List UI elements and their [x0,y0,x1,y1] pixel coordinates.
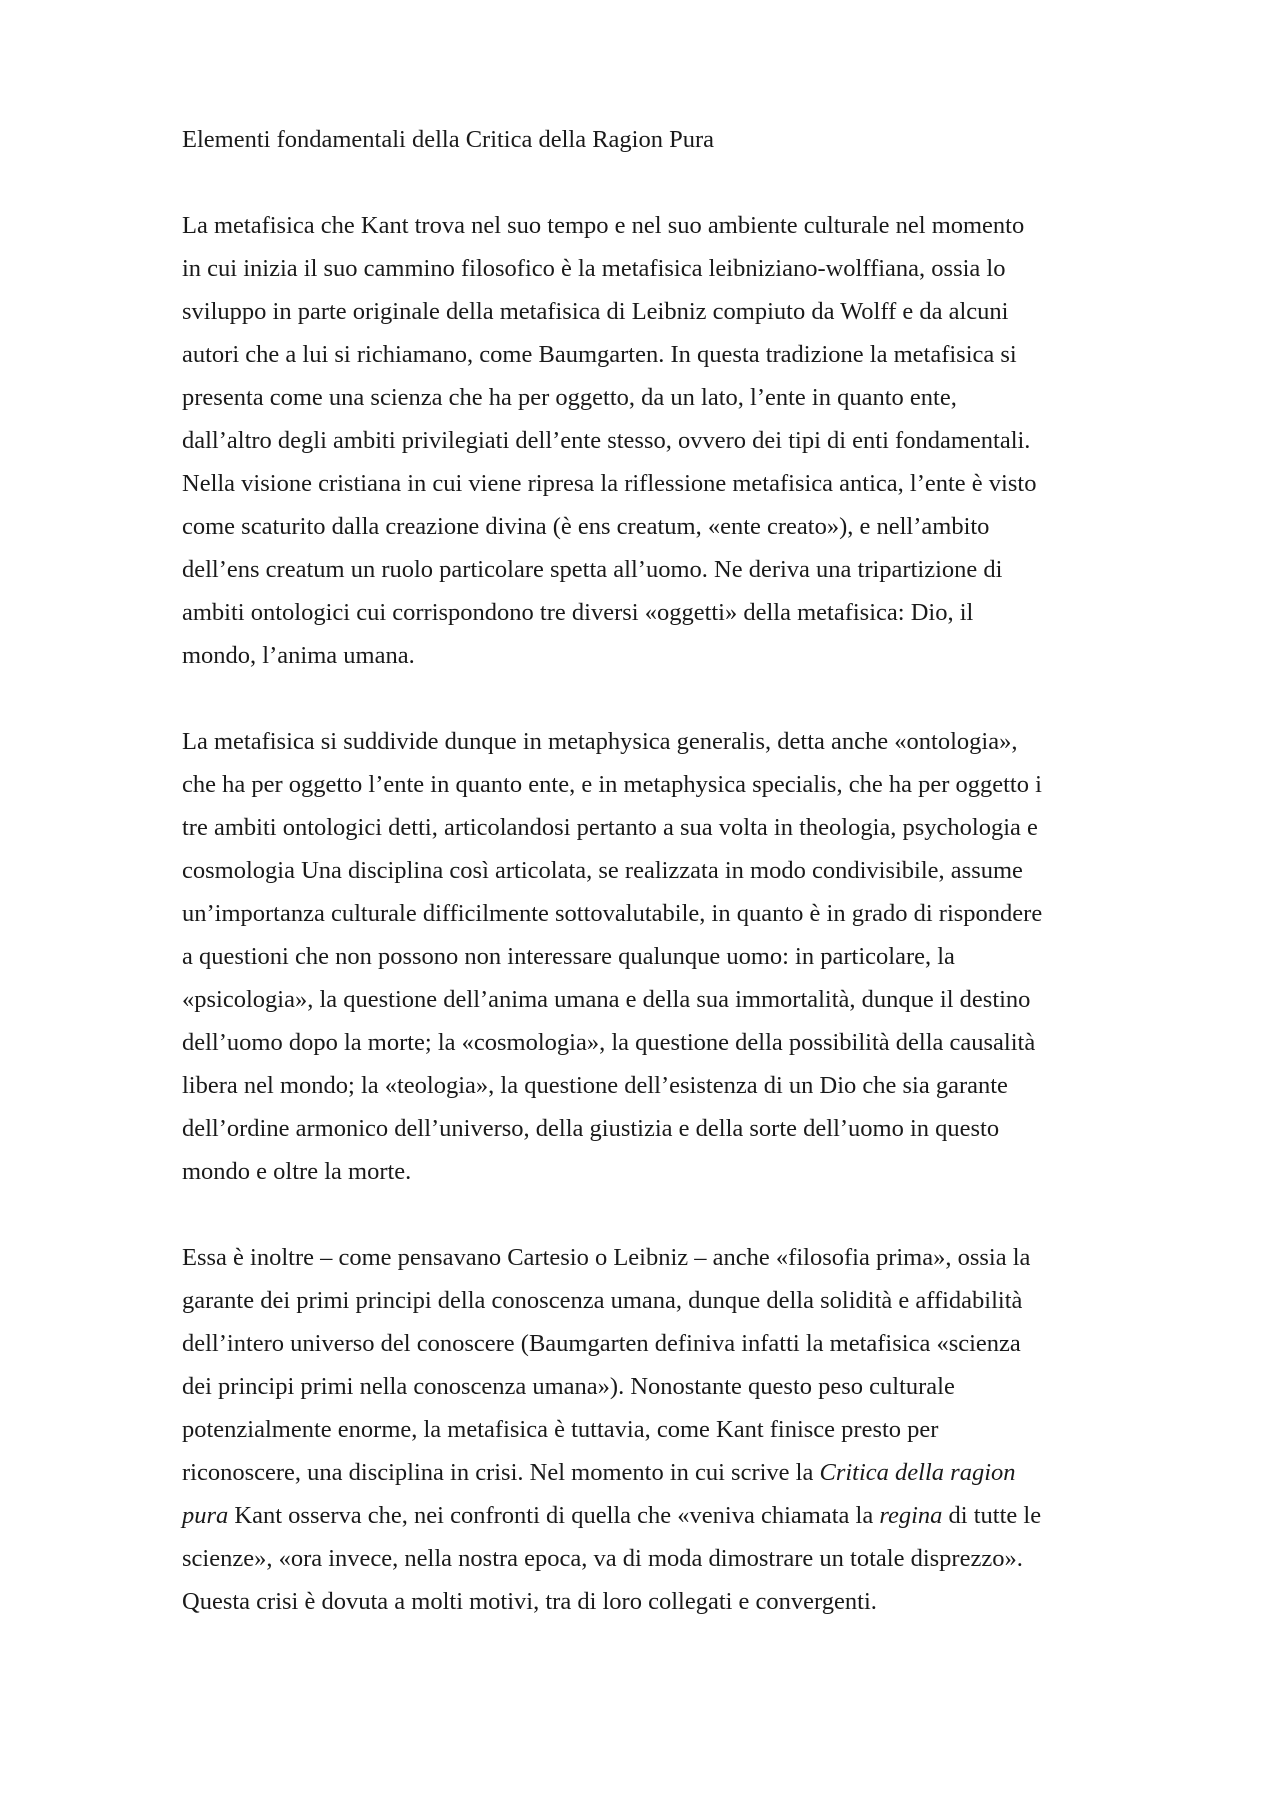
italic-title-critica: Critica della ragion [819,1459,1016,1486]
text-line: dell’ens creatum un ruolo particolare spetta all’uomo. Ne deriva una tripartizione di [182,556,1003,583]
text-line: ambiti ontologici cui corrispondono tre diversi «oggetti» della metafisica: Dio, il [182,599,974,626]
text-line: Questa crisi è dovuta a molti motivi, tra di loro collegati e convergenti. [182,1588,877,1615]
text-line: un’importanza culturale difficilmente sottovalutabile, in quanto è in grado di rispondere [182,900,1043,927]
document-title: Elementi fondamentali della Critica della Ragion Pura [182,126,715,153]
paragraph-1 [182,204,1106,677]
text-line: a questioni che non possono non interessare qualunque uomo: in particolare, la [182,943,955,970]
text-line: mondo e oltre la morte. [182,1158,412,1185]
text-line: libera nel mondo; la «teologia», la questione dell’esistenza di un Dio che sia garante [182,1072,1008,1099]
text-line: Essa è inoltre – come pensavano Cartesio o Leibniz – anche «filosofia prima», ossia la [182,1244,1031,1271]
text-line: dell’uomo dopo la morte; la «cosmologia», la questione della possibilità della causalità [182,1029,1036,1056]
text-line [182,1451,1106,1494]
text-line: dei principi primi nella conoscenza umana»). Nonostante questo peso culturale [182,1373,955,1400]
text-line: La metafisica si suddivide dunque in metaphysica generalis, detta anche «ontologia», [182,728,1018,755]
text-line: garante dei primi principi della conoscenza umana, dunque della solidità e affidabilità [182,1287,1023,1314]
italic-title-pura: pura [182,1502,229,1529]
text-line: dell’ordine armonico dell’universo, della giustizia e della sorte dell’uomo in questo [182,1115,1000,1142]
text-line: Nella visione cristiana in cui viene ripresa la riflessione metafisica antica, l’ente è visto [182,470,1037,497]
text-line [182,1494,1106,1537]
text-line: «psicologia», la questione dell’anima umana e della sua immortalità, dunque il destino [182,986,1031,1013]
paragraph-3 [182,1236,1106,1623]
text-run: Kant osserva che, nei confronti di quella che «veniva chiamata la [228,1502,880,1529]
text-line: La metafisica che Kant trova nel suo tempo e nel suo ambiente culturale nel momento [182,212,1025,239]
text-line: che ha per oggetto l’ente in quanto ente, e in metaphysica specialis, che ha per oggetto i [182,771,1042,798]
text-line: autori che a lui si richiamano, come Baumgarten. In questa tradizione la metafisica si [182,341,1017,368]
document-page [182,118,1106,1623]
text-line: cosmologia Una disciplina così articolata, se realizzata in modo condivisibile, assume [182,857,1023,884]
paragraph-2 [182,720,1106,1193]
text-line: sviluppo in parte originale della metafisica di Leibniz compiuto da Wolff e da alcuni [182,298,1009,325]
text-line: presenta come una scienza che ha per oggetto, da un lato, l’ente in quanto ente, [182,384,957,411]
text-line: mondo, l’anima umana. [182,642,415,669]
text-line: scienze», «ora invece, nella nostra epoca, va di moda dimostrare un totale disprezzo». [182,1545,1023,1572]
text-line: dell’intero universo del conoscere (Baumgarten definiva infatti la metafisica «scienza [182,1330,1021,1357]
text-run: riconoscere, una disciplina in crisi. Nel momento in cui scrive la [182,1459,820,1486]
text-line: dall’altro degli ambiti privilegiati dell’ente stesso, ovvero dei tipi di enti fondamentali. [182,427,1031,454]
italic-regina: regina [879,1502,943,1529]
text-run: di tutte le [942,1502,1042,1529]
text-line: tre ambiti ontologici detti, articolandosi pertanto a sua volta in theologia, psychologia e [182,814,1038,841]
text-line: come scaturito dalla creazione divina (è ens creatum, «ente creato»), e nell’ambito [182,513,990,540]
text-line: in cui inizia il suo cammino filosofico è la metafisica leibniziano-wolffiana, ossia lo [182,255,1006,282]
text-line: potenzialmente enorme, la metafisica è tuttavia, come Kant finisce presto per [182,1416,939,1443]
